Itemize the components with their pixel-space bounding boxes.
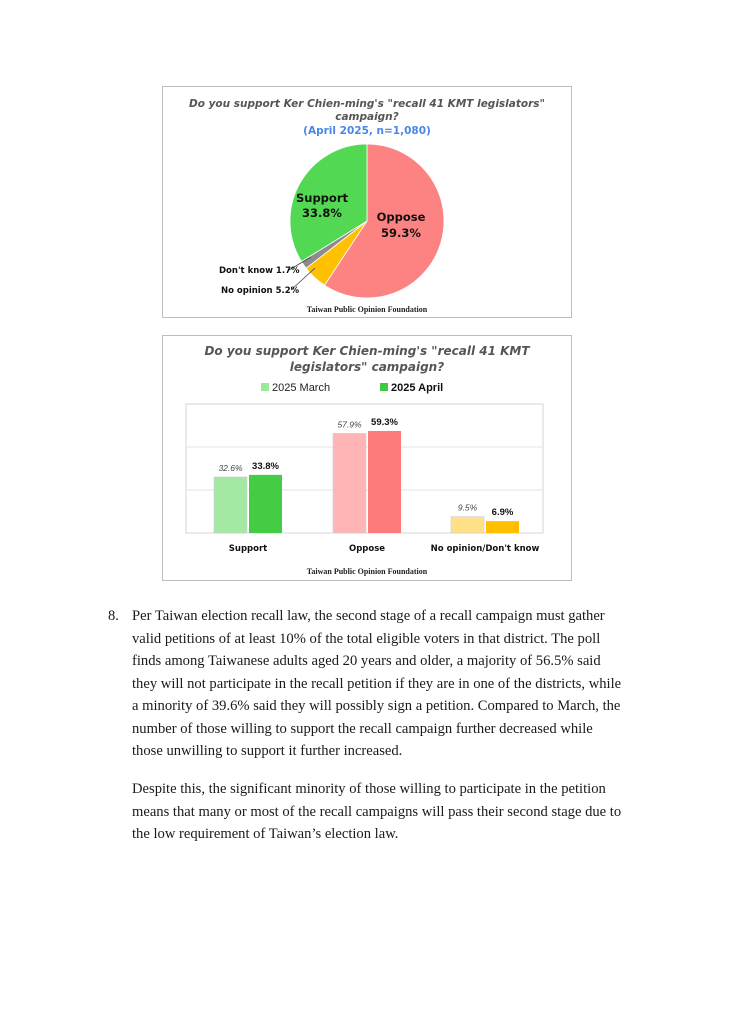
legend-swatch-april	[380, 383, 388, 391]
x-axis-category-label: Oppose	[348, 544, 386, 554]
legend-label-march: 2025 March	[272, 382, 331, 394]
x-axis-category-label: Support	[228, 544, 268, 554]
bar-chart-source: Taiwan Public Opinion Foundation	[306, 567, 428, 576]
pie-label-oppose-value: 59.3%	[381, 226, 421, 240]
pie-chart-subtitle: (April 2025, n=1,080)	[303, 125, 431, 137]
bar-chart-title-line-1: Do you support Ker Chien-ming's "recall 41 KMT	[204, 344, 530, 358]
pie-chart	[163, 87, 571, 317]
legend-swatch-march	[261, 383, 269, 391]
bar-data-label: 32.6%	[218, 462, 243, 473]
bar-april-0	[249, 475, 282, 533]
bar-march-1	[333, 433, 366, 533]
pie-chart-title-line-2: campaign?	[335, 111, 399, 123]
paragraph-conclusion: Despite this, the significant minority of those willing to participate in the petition means that many or most of the recall campaigns will pass their second stage due to the low requirement of Taiwan’s election law.	[132, 781, 622, 842]
bar-march-0	[214, 477, 247, 533]
bar-march-2	[451, 517, 484, 533]
bar-april-2	[486, 521, 519, 533]
pie-label-support-value: 33.8%	[302, 206, 342, 220]
pie-label-oppose-name: Oppose	[376, 210, 426, 224]
bar-data-label: 33.8%	[252, 460, 279, 472]
pie-label-dontknow: Don't know 1.7%	[219, 266, 300, 276]
bar-april-1	[368, 431, 401, 533]
bar-data-label: 6.9%	[491, 507, 514, 519]
pie-label-support-name: Support	[295, 191, 349, 205]
x-axis-category-label: No opinion/Don't know	[430, 544, 540, 554]
bar-chart-title-line-2: legislators" campaign?	[289, 360, 445, 374]
paragraph-recall-petition: Per Taiwan election recall law, the second stage of a recall campaign must gather valid petitions of at least 10% of the total eligible voters in that district. The poll finds among Taiwanese adults aged 20 years and older, a majority of 56.5% said they will not participate in the recall petition if they are in one of the districts, while a minority of 39.6% said they will possibly sign a petition. Compared to March, the number of those willing to support the recall campaign further decreased while those unwilling to support it further increased.	[132, 608, 622, 759]
pie-chart-source: Taiwan Public Opinion Foundation	[306, 305, 428, 314]
legend-label-april: 2025 April	[391, 382, 444, 394]
pie-label-noopinion: No opinion 5.2%	[221, 286, 300, 296]
bar-data-label: 9.5%	[457, 502, 478, 513]
bar-data-label: 59.3%	[371, 417, 398, 429]
bar-chart-figure	[162, 335, 572, 581]
bar-chart	[163, 336, 571, 580]
list-number: 8.	[108, 608, 119, 624]
pie-chart-title-line-1: Do you support Ker Chien-ming's "recall 41 KMT legislators"	[188, 98, 546, 110]
pie-chart-figure	[162, 86, 572, 318]
bar-data-label: 57.9%	[337, 419, 362, 430]
